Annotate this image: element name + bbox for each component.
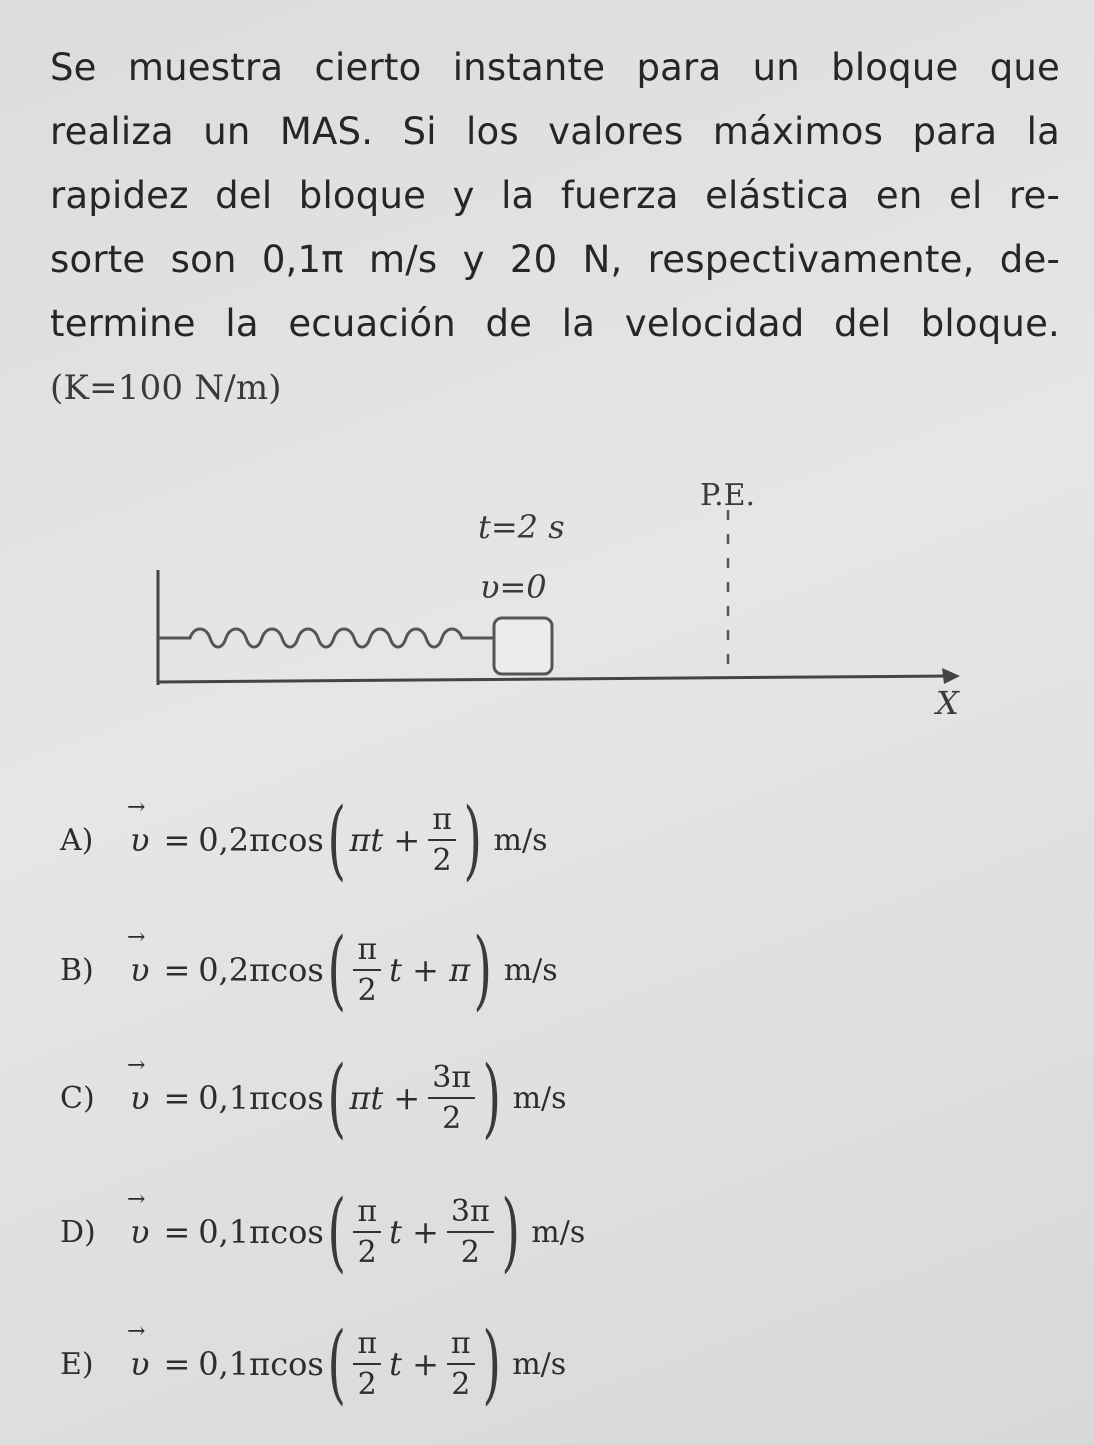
option-letter: D) <box>60 1214 96 1250</box>
unit: m/s <box>493 822 548 858</box>
option-a[interactable]: A) → υ = 0,2πcos ( πt + $\frac{\pi}{2}$ ) m/s <box>60 780 547 900</box>
option-letter: B) <box>60 952 94 988</box>
fraction: $\frac{\pi}{2}$ <box>428 802 456 878</box>
unit: m/s <box>503 952 558 988</box>
phase-argument: $\frac{\pi}{2}$ t + $\frac{3\pi}{2}$ <box>349 1194 497 1270</box>
velocity-vector-symbol: → υ <box>130 951 149 989</box>
spring-block-diagram <box>0 460 1094 740</box>
spring-coil <box>158 629 495 647</box>
option-c[interactable]: C) → υ = 0,1πcos ( πt + $\frac{3\pi}{2}$ ) m/s <box>60 1038 567 1158</box>
pe-label: P.E. <box>700 478 756 513</box>
option-d[interactable]: D) → υ = 0,1πcos ( $\frac{\pi}{2}$ t + $\frac{3\pi}{2}$ ) m/s <box>60 1172 585 1292</box>
fraction: $\frac{3\pi}{2}$ <box>428 1060 475 1136</box>
phase-argument: πt + $\frac{3\pi}{2}$ <box>349 1060 479 1136</box>
option-letter: A) <box>60 822 94 858</box>
diagram-drawing <box>0 460 1094 740</box>
statement-line: rapidez del bloque y la fuerza elástica en el re- <box>50 174 1060 217</box>
fraction: $\frac{\pi}{2}$ <box>353 932 381 1008</box>
option-e[interactable]: E) → υ = 0,1πcos ( $\frac{\pi}{2}$ t + $\frac{\pi}{2}$ ) m/s <box>60 1304 566 1424</box>
fraction: $\frac{\pi}{2}$ <box>447 1326 475 1402</box>
option-letter: C) <box>60 1080 95 1116</box>
fraction: $\frac{\pi}{2}$ <box>353 1326 381 1402</box>
velocity-vector-symbol: → υ <box>130 1079 149 1117</box>
problem-statement <box>50 36 1060 420</box>
amplitude-cos: 0,1πcos <box>198 1345 324 1383</box>
velocity-vector-symbol: → υ <box>130 1345 149 1383</box>
phase-argument: $\frac{\pi}{2}$ t + π <box>349 932 470 1008</box>
floor-axis-line <box>158 676 950 682</box>
block <box>494 618 552 674</box>
axis-arrowhead <box>942 668 960 684</box>
statement-line: sorte son 0,1π m/s y 20 N, respectivamente, de- <box>50 238 1060 281</box>
amplitude-cos: 0,1πcos <box>198 1079 324 1117</box>
phase-argument: πt + $\frac{\pi}{2}$ <box>349 802 460 878</box>
phase-argument: $\frac{\pi}{2}$ t + $\frac{\pi}{2}$ <box>349 1326 478 1402</box>
amplitude-cos: 0,1πcos <box>198 1213 324 1251</box>
velocity-label: υ=0 <box>480 568 547 606</box>
statement-line: realiza un MAS. Si los valores máximos para la <box>50 110 1060 153</box>
option-letter: E) <box>60 1346 94 1382</box>
time-label: t=2 s <box>478 508 565 546</box>
statement-line: Se muestra cierto instante para un bloque que <box>50 46 1060 89</box>
spring-constant: (K=100 N/m) <box>50 368 282 408</box>
unit: m/s <box>512 1346 567 1382</box>
option-b[interactable]: B) → υ = 0,2πcos ( $\frac{\pi}{2}$ t + π ) m/s <box>60 910 558 1030</box>
unit: m/s <box>531 1214 586 1250</box>
amplitude-cos: 0,2πcos <box>198 951 324 989</box>
axis-x-label: X <box>936 684 959 722</box>
fraction: $\frac{3\pi}{2}$ <box>447 1194 494 1270</box>
statement-line: termine la ecuación de la velocidad del bloque. <box>50 302 1060 345</box>
velocity-vector-symbol: → υ <box>130 821 149 859</box>
velocity-vector-symbol: → υ <box>130 1213 149 1251</box>
fraction: $\frac{\pi}{2}$ <box>353 1194 381 1270</box>
amplitude-cos: 0,2πcos <box>198 821 324 859</box>
unit: m/s <box>512 1080 567 1116</box>
